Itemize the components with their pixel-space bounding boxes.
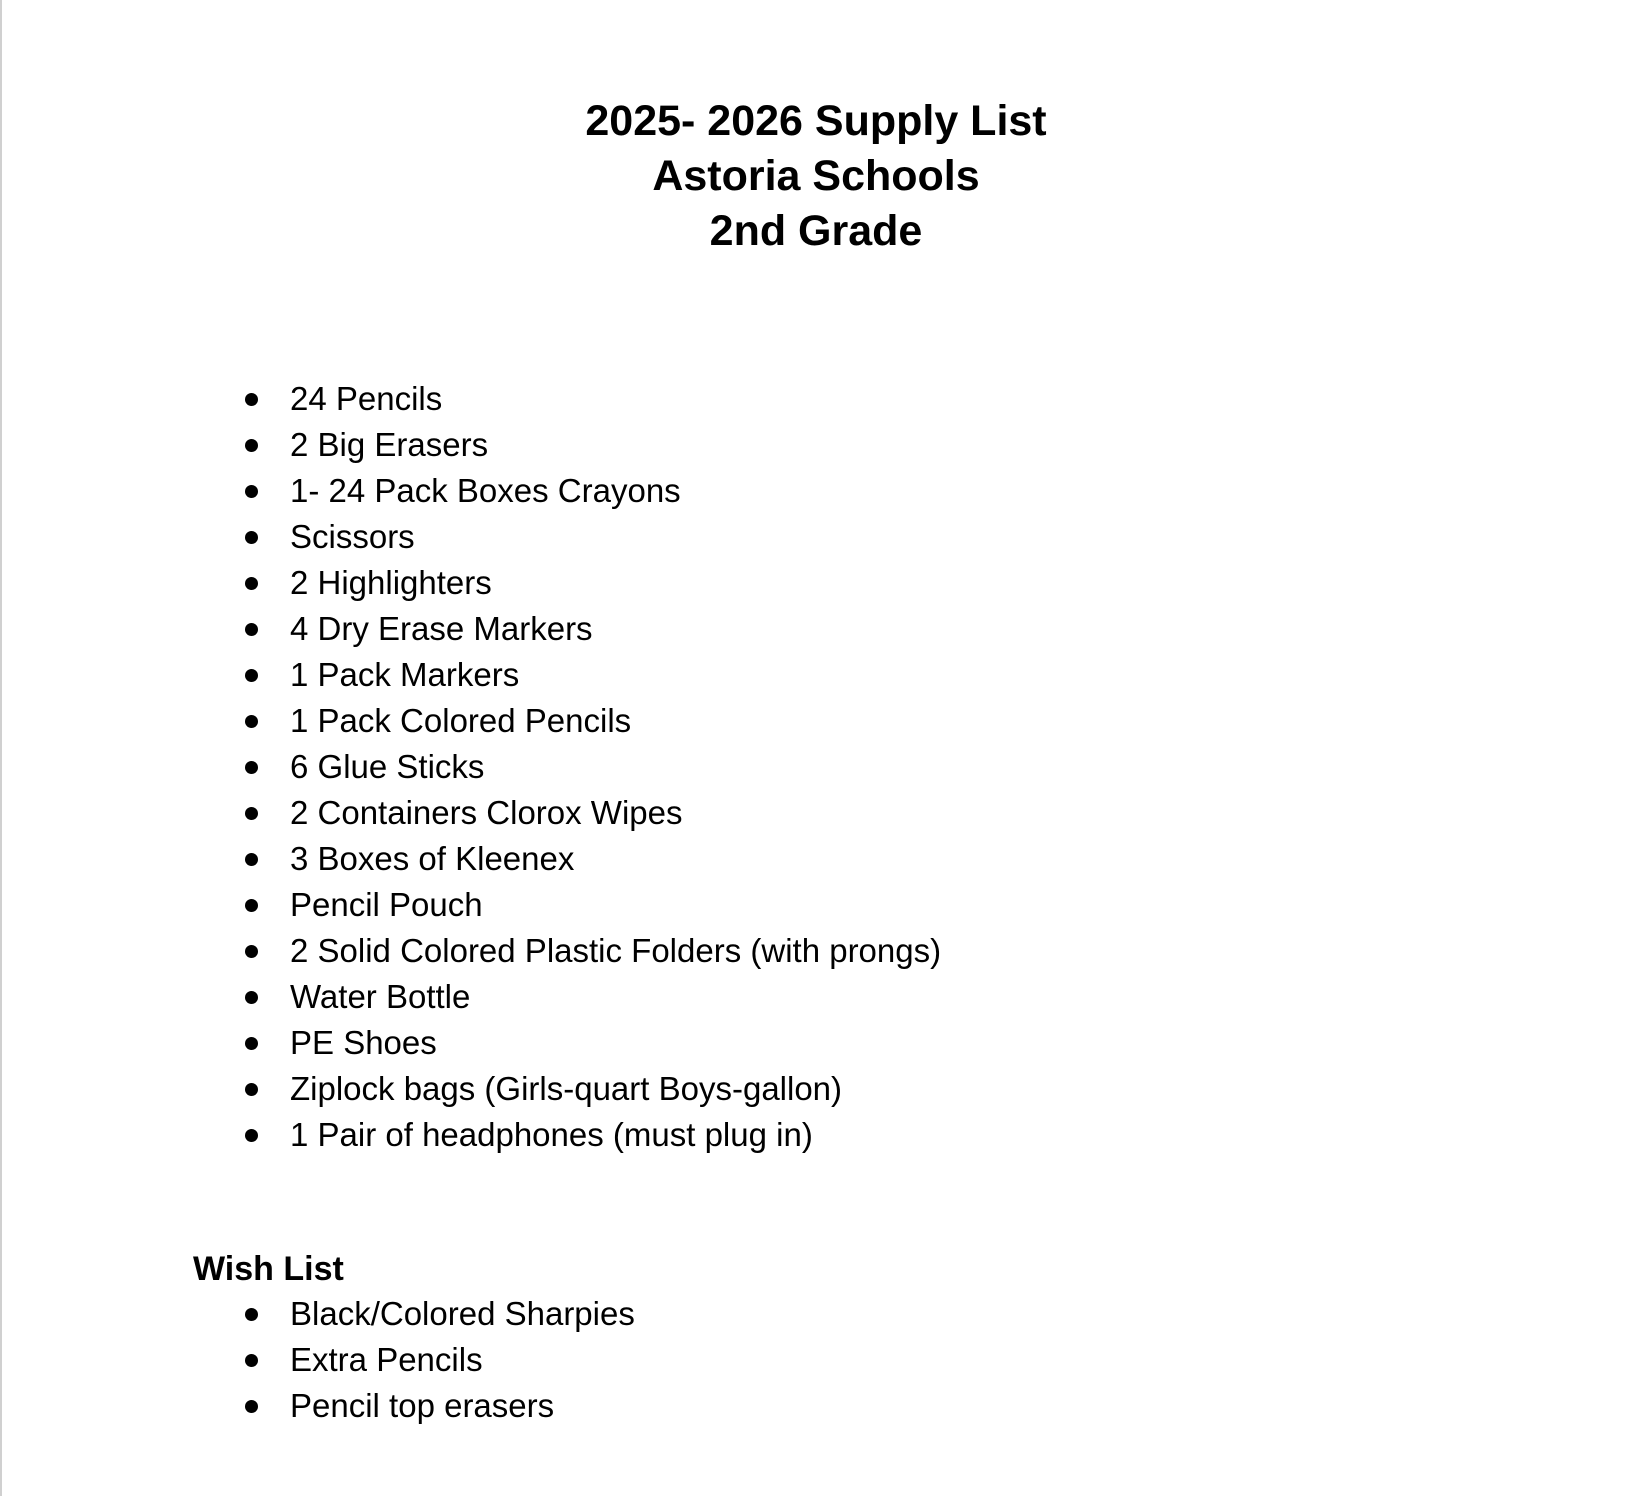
list-item-text: 2 Solid Colored Plastic Folders (with prongs) — [290, 932, 942, 969]
list-item — [0, 652, 941, 698]
bullet-icon — [245, 853, 258, 866]
title-line-school: Astoria Schools — [652, 152, 980, 200]
list-item-text: 24 Pencils — [290, 380, 443, 417]
list-item-text: Extra Pencils — [290, 1341, 483, 1378]
list-item — [0, 836, 941, 882]
list-item — [0, 974, 941, 1020]
list-item-text: 2 Big Erasers — [290, 426, 489, 463]
bullet-icon — [245, 1400, 258, 1413]
list-item-text: Pencil top erasers — [290, 1387, 555, 1424]
bullet-icon — [245, 1037, 258, 1050]
bullet-icon — [245, 715, 258, 728]
list-item — [0, 1291, 635, 1337]
document-title — [0, 94, 1632, 259]
wish-list — [0, 1291, 635, 1429]
list-item-text: Water Bottle — [290, 978, 471, 1015]
list-item-text: 2 Containers Clorox Wipes — [290, 794, 683, 831]
list-item-text: Ziplock bags (Girls-quart Boys-gallon) — [290, 1070, 843, 1107]
bullet-icon — [245, 1129, 258, 1142]
bullet-icon — [245, 1083, 258, 1096]
list-item — [0, 1066, 941, 1112]
list-item — [0, 1337, 635, 1383]
bullet-icon — [245, 761, 258, 774]
bullet-icon — [245, 623, 258, 636]
list-item — [0, 1112, 941, 1158]
list-item — [0, 698, 941, 744]
list-item-text: 3 Boxes of Kleenex — [290, 840, 575, 877]
title-line-grade: 2nd Grade — [709, 207, 923, 255]
list-item-text: Scissors — [290, 518, 415, 555]
list-item-text: 1 Pair of headphones (must plug in) — [290, 1116, 813, 1153]
bullet-icon — [245, 899, 258, 912]
bullet-icon — [245, 577, 258, 590]
bullet-icon — [245, 1308, 258, 1321]
list-item — [0, 744, 941, 790]
list-item-text: Pencil Pouch — [290, 886, 483, 923]
list-item — [0, 514, 941, 560]
list-item-text: PE Shoes — [290, 1024, 437, 1061]
list-item-text: 2 Highlighters — [290, 564, 492, 601]
wish-list-heading: Wish List — [193, 1250, 344, 1288]
list-item — [0, 376, 941, 422]
bullet-icon — [245, 669, 258, 682]
list-item-text: 6 Glue Sticks — [290, 748, 485, 785]
bullet-icon — [245, 531, 258, 544]
list-item — [0, 882, 941, 928]
list-item — [0, 928, 941, 974]
list-item-text: Black/Colored Sharpies — [290, 1295, 635, 1332]
bullet-icon — [245, 485, 258, 498]
list-item — [0, 606, 941, 652]
list-item — [0, 560, 941, 606]
title-line-year: 2025- 2026 Supply List — [585, 97, 1047, 145]
list-item-text: 1- 24 Pack Boxes Crayons — [290, 472, 681, 509]
list-item — [0, 468, 941, 514]
bullet-icon — [245, 991, 258, 1004]
list-item — [0, 422, 941, 468]
list-item-text: 1 Pack Colored Pencils — [290, 702, 632, 739]
list-item-text: 4 Dry Erase Markers — [290, 610, 593, 647]
bullet-icon — [245, 807, 258, 820]
list-item — [0, 1020, 941, 1066]
bullet-icon — [245, 393, 258, 406]
list-item-text: 1 Pack Markers — [290, 656, 520, 693]
bullet-icon — [245, 1354, 258, 1367]
list-item — [0, 1383, 635, 1429]
bullet-icon — [245, 945, 258, 958]
supply-list — [0, 376, 941, 1158]
bullet-icon — [245, 439, 258, 452]
list-item — [0, 790, 941, 836]
